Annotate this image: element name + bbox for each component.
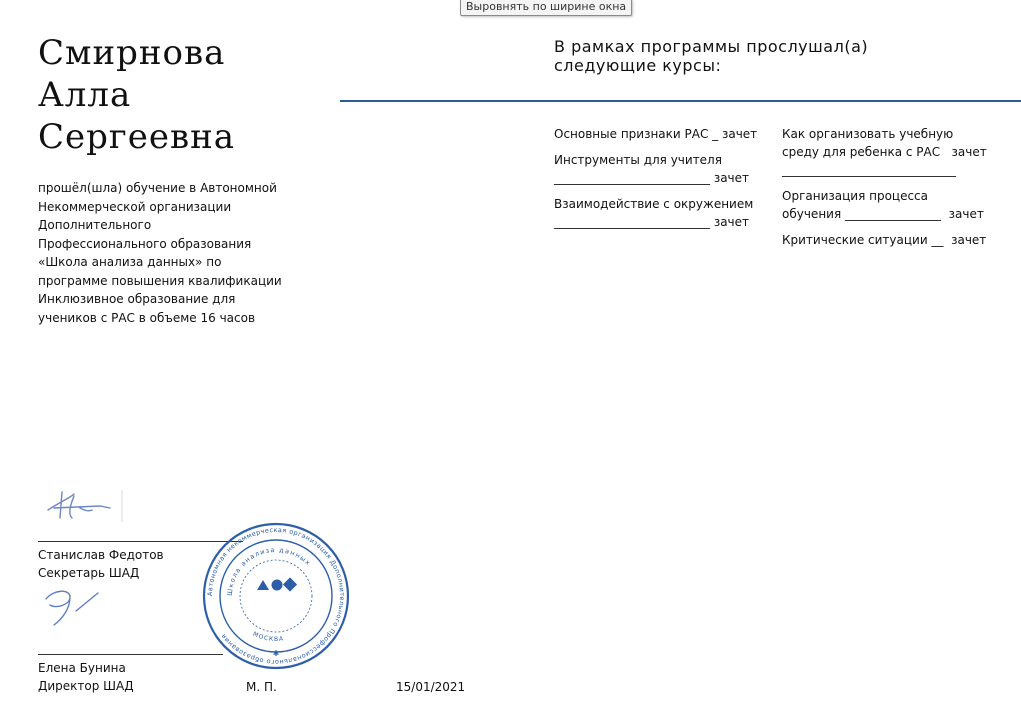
course-item: Основные признаки РАС _ зачет — [554, 127, 758, 141]
stamp-outer-text: Автономная некоммерческая организация Дополнительного Профессионального образования — [205, 525, 347, 667]
stamp-logo-icon — [257, 577, 297, 591]
program-heading-line1: В рамках программы прослушал(а) — [554, 37, 869, 56]
courses-left-column — [554, 125, 774, 239]
svg-text:МОСКВА — [252, 631, 285, 643]
signatory-director — [38, 659, 134, 695]
recipient-patronymic: Сергеевна — [38, 117, 236, 157]
official-stamp — [197, 520, 355, 672]
course-item: Как организовать учебную среду для ребенка с РАС зачет _____________________________ — [782, 127, 987, 177]
signatory-name: Елена Бунина — [38, 661, 126, 675]
recipient-first-name: Алла — [38, 75, 132, 115]
recipient-name — [38, 32, 338, 158]
tooltip: Выровнять по ширине окна — [460, 0, 632, 16]
program-heading — [554, 37, 974, 75]
signature-secretary — [40, 488, 130, 526]
stamp-inner-text: Школа анализа данных — [225, 545, 313, 597]
course-item: Взаимодействие с окружением __________________________ зачет — [554, 197, 754, 229]
stamp-city: МОСКВА — [251, 630, 285, 643]
signature-line — [38, 654, 223, 655]
program-heading-line2: следующие курсы: — [554, 56, 722, 75]
stamp-place-label: М. П. — [246, 680, 277, 694]
course-item: Критические ситуации __ зачет — [782, 233, 987, 247]
signatory-name: Станислав Федотов — [38, 548, 164, 562]
course-item: Организация процесса обучения ________________ зачет — [782, 189, 984, 221]
course-item: Инструменты для учителя __________________________ зачет — [554, 153, 750, 185]
signatory-secretary — [38, 546, 164, 582]
courses-right-column — [782, 125, 1012, 257]
stamp-star-icon: ✱ — [272, 649, 280, 658]
signatory-title: Директор ШАД — [38, 679, 134, 693]
recipient-description: прошёл(шла) обучение в Автономной Некоммерческой организации Дополнительного Профессионального образования «Школа анализа данных» по программе повышения квалификации Инклюзивное образование для учеников с РАС в объеме 16 часов — [38, 181, 282, 325]
signature-director — [40, 585, 110, 630]
signatory-title: Секретарь ШАД — [38, 566, 140, 580]
recipient-surname: Смирнова — [38, 33, 226, 73]
issue-date: 15/01/2021 — [396, 680, 466, 694]
heading-divider — [340, 100, 1021, 102]
